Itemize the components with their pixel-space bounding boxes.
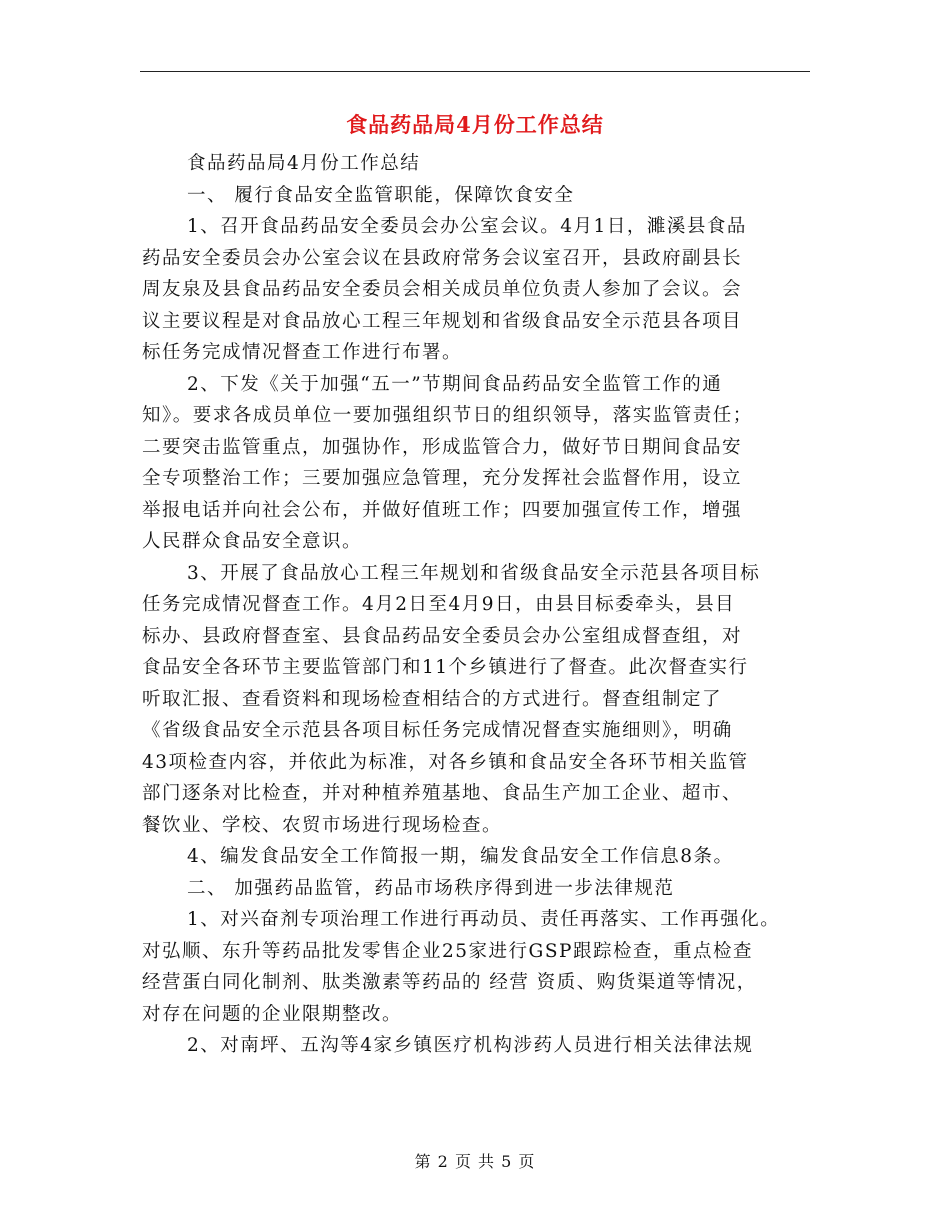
document-title: 食品药品局4月份工作总结 [346,112,604,137]
text-line: 周友泉及县食品药品安全委员会相关成员单位负责人参加了会议。会 [142,279,743,300]
text-line: 经营蛋白同化制剂、肽类激素等药品的 经营 资质、购货渠道等情况， [142,972,757,993]
text-line: 全专项整治工作；三要加强应急管理，充分发挥社会监督作用，设立 [142,468,743,489]
text-line: 4、编发食品安全工作简报一期，编发食品安全工作信息8条。 [187,846,734,867]
text-line: 任务完成情况督查工作。4月2日至4月9日，由县目标委牵头，县目 [142,594,736,615]
text-line: 2、下发《关于加强“五一”节期间食品药品安全监管工作的通 [187,373,723,395]
text-line: 餐饮业、学校、农贸市场进行现场检查。 [142,814,503,836]
text-line: 食品安全各环节主要监管部门和11个乡镇进行了督查。此次督查实行 [142,657,749,678]
text-line: 3、开展了食品放心工程三年规划和省级食品安全示范县各项目标 [187,562,761,584]
text-line: 举报电话并向社会公布，并做好值班工作；四要加强宣传工作，增强 [142,499,743,521]
text-line: 标办、县政府督查室、县食品药品安全委员会办公室组成督查组，对 [142,625,743,647]
document-body [142,148,807,1062]
text-line: 议主要议程是对食品放心工程三年规划和省级食品安全示范县各项目 [142,310,743,332]
text-line: 对存在问题的企业限期整改。 [142,1003,403,1025]
page-footer: 第 2 页 共 5 页 [414,1152,536,1171]
text-line: 43项检查内容，并依此为标准，对各乡镇和食品安全各环节相关监管 [142,751,749,773]
text-line: 对弘顺、东升等药品批发零售企业25家进行GSP跟踪检查，重点检查 [142,940,753,962]
text-line: 1、对兴奋剂专项治理工作进行再动员、责任再落实、工作再强化。 [187,909,781,930]
header-rule [140,71,810,72]
text-line: 2、对南坪、五沟等4家乡镇医疗机构涉药人员进行相关法律法规 [187,1035,754,1056]
text-line: 《省级食品安全示范县各项目标任务完成情况督查实施细则》，明确 [142,720,733,741]
text-line: 一、 履行食品安全监管职能，保障饮食安全 [187,184,575,206]
text-line: 二、 加强药品监管，药品市场秩序得到进一步法律规范 [187,877,675,899]
text-line: 部门逐条对比检查，并对种植养殖基地、食品生产加工企业、超市、 [142,783,743,804]
text-line: 1、召开食品药品安全委员会办公室会议。4月1日，濉溪县食品 [187,216,747,237]
text-line: 知》。要求各成员单位一要加强组织节日的组织领导，落实监管责任； [142,405,753,426]
text-line: 听取汇报、查看资料和现场检查相结合的方式进行。督查组制定了 [142,688,723,710]
text-line: 标任务完成情况督查工作进行布署。 [142,342,463,363]
text-line: 二要突击监管重点，加强协作，形成监管合力，做好节日期间食品安 [142,436,743,458]
text-line: 人民群众食品安全意识。 [142,531,363,552]
text-line: 药品安全委员会办公室会议在县政府常务会议室召开，县政府副县长 [142,247,743,269]
text-line: 食品药品局4月份工作总结 [187,153,421,174]
